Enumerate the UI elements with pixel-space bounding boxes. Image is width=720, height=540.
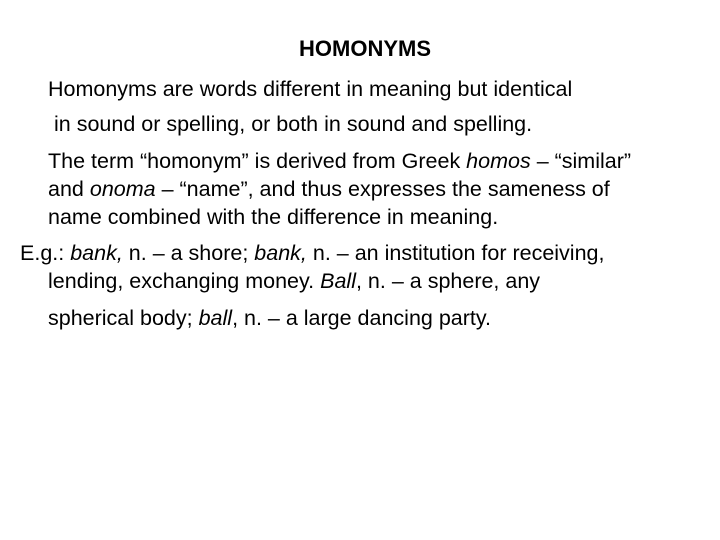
text-segment: The term “homonym” is derived from Greek [48, 149, 467, 173]
text-segment: , n. – a sphere, any [355, 269, 541, 293]
paragraph-line-3 [48, 151, 631, 173]
text-segment: E.g.: [20, 241, 71, 265]
example-line-1 [20, 243, 604, 265]
text-segment: and [48, 177, 90, 201]
text-segment: – “name”, and thus expresses the sameness of [155, 177, 610, 201]
term-ball-1: Ball [320, 269, 356, 293]
term-bank-2: bank, [254, 241, 307, 265]
text-segment: , n. – a large dancing party. [232, 306, 492, 330]
example-line-3 [48, 308, 491, 330]
example-line-2 [48, 271, 540, 293]
term-bank-1: bank, [70, 241, 123, 265]
text-segment: lending, exchanging money. [48, 269, 321, 293]
slide-title: HOMONYMS [299, 36, 431, 61]
term-homos: homos [466, 149, 531, 173]
paragraph-line-2: in sound or spelling, or both in sound and spelling. [54, 112, 533, 136]
paragraph-line-4 [48, 179, 610, 201]
paragraph-line-1: Homonyms are words different in meaning but identical [48, 77, 573, 101]
text-segment: n. – an institution for receiving, [306, 241, 605, 265]
text-segment: spherical body; [48, 306, 199, 330]
term-ball-2: ball [198, 306, 233, 330]
text-segment: n. – a shore; [122, 241, 255, 265]
term-onoma: onoma [89, 177, 156, 201]
text-segment: – “similar” [530, 149, 632, 173]
paragraph-line-5: name combined with the difference in meaning. [48, 205, 499, 229]
